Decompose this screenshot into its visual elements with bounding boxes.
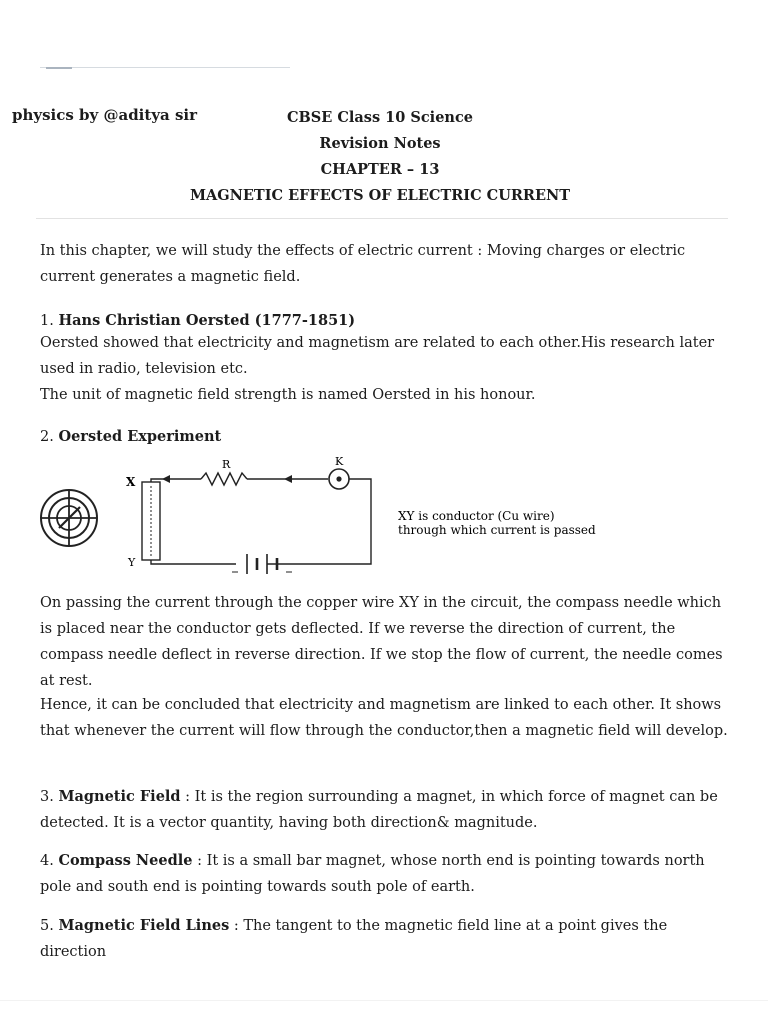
top-rule (40, 67, 290, 68)
section-text: : It is the region surrounding a magnet, in which force of magnet can be detected. It is a vector quantity, having both direction& magnitude. (40, 789, 718, 831)
label-k: K (335, 455, 344, 468)
chapter-number: CHAPTER – 13 (320, 161, 440, 178)
diagram-caption-line1: XY is conductor (Cu wire) (398, 509, 555, 523)
section-2-heading (40, 424, 730, 450)
key-k (329, 469, 349, 489)
section-4-paragraph (40, 848, 730, 900)
section-title: Magnetic Field Lines (58, 917, 230, 934)
label-y: Y (128, 556, 136, 569)
section-number: 5. (40, 918, 54, 934)
section-title: Hans Christian Oersted (1777-1851) (58, 312, 356, 329)
section-number: 1. (40, 313, 54, 329)
conductor-xy (142, 482, 160, 560)
wire-bottom-left (151, 560, 236, 564)
chapter-title: MAGNETIC EFFECTS OF ELECTRIC CURRENT (189, 187, 571, 204)
compass-icon (41, 490, 97, 546)
section-number: 3. (40, 789, 54, 805)
section-2-paragraph-2: Hence, it can be concluded that electricity and magnetism are linked to each other. It shows that whenever the current will flow through the conductor,then a magnetic field will develop. (40, 697, 728, 739)
wire-right (267, 479, 371, 564)
section-number: 2. (40, 429, 54, 445)
header-title: CBSE Class 10 Science (286, 109, 474, 126)
header-subtitle: Revision Notes (319, 135, 441, 152)
label-r: R (222, 458, 231, 471)
header-divider (36, 218, 728, 219)
section-1-paragraph: Oersted showed that electricity and magnetism are related to each other.His research later used in radio, television etc. (40, 335, 715, 377)
resistor-r (201, 473, 247, 485)
section-5-paragraph (40, 913, 730, 965)
label-x: X (126, 475, 136, 489)
section-number: 4. (40, 853, 54, 869)
section-title: Compass Needle (58, 852, 193, 869)
section-2-paragraph: On passing the current through the copper wire XY in the circuit, the compass needle which is placed near the conductor gets deflected. If we reverse the direction of current, the compass needle deflect in reverse direction. If we stop the flow of current, the needle comes at rest. (40, 595, 723, 689)
current-arrow-icon (284, 475, 292, 483)
current-arrow-icon (162, 475, 170, 483)
section-text: : It is a small bar magnet, whose north end is pointing towards north pole and south end is pointing towards south pole of earth. (40, 853, 705, 895)
section-title: Magnetic Field (58, 788, 181, 805)
author-watermark: physics by @aditya sir (12, 106, 198, 124)
top-rule-accent (46, 67, 72, 69)
section-3-paragraph (40, 784, 730, 836)
oersted-experiment-diagram (36, 450, 636, 590)
intro-paragraph: In this chapter, we will study the effects of electric current : Moving charges or electric current generates a magnetic field. (40, 243, 686, 285)
section-1-paragraph-2: The unit of magnetic field strength is named Oersted in his honour. (40, 387, 536, 403)
section-title: Oersted Experiment (58, 428, 222, 445)
section-text: : The tangent to the magnetic field line at a point gives the direction (40, 918, 668, 960)
diagram-caption-line2: through which current is passed (398, 523, 596, 537)
bottom-rule (0, 1000, 768, 1001)
